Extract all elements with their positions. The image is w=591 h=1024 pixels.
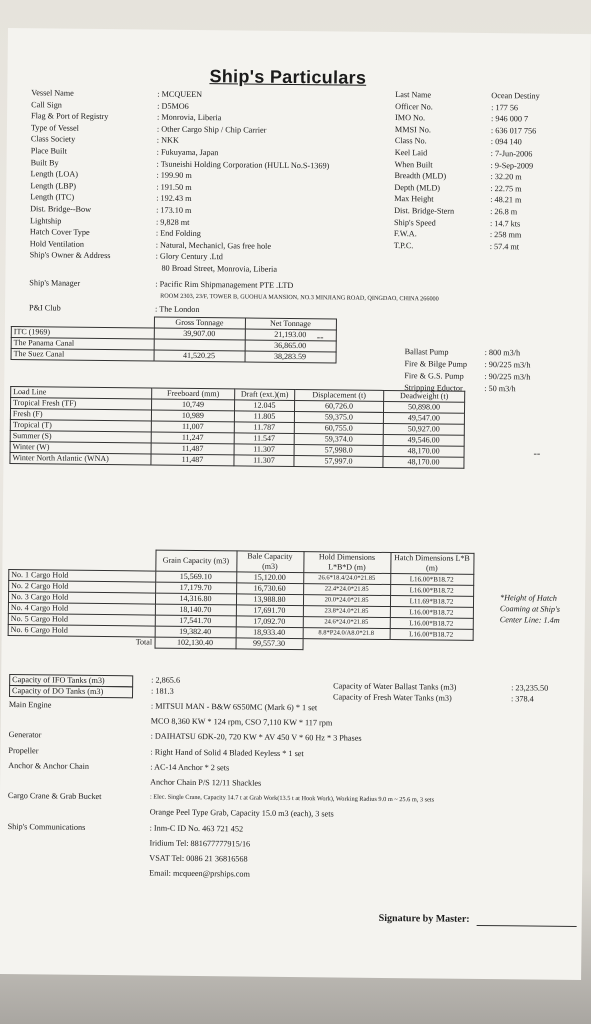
table-cell: 57,998.0 <box>294 445 383 457</box>
field-label: Ship's Speed <box>393 217 436 228</box>
field-label: Last Name <box>395 90 432 100</box>
hatch-note: Center Line: 1.4m <box>499 615 560 625</box>
field-value: : 7-Jun-2006 <box>490 149 533 159</box>
header-cell: Hatch Dimensions L*B (m) <box>390 553 473 575</box>
field-value: : NKK <box>156 135 179 146</box>
pump-value: : 50 m3/h <box>484 384 516 394</box>
table-cell: 11,007 <box>151 421 234 433</box>
machinery-value: Anchor Chain P/S 12/11 Shackles <box>150 777 262 788</box>
header-cell: Draft (ext.)(m) <box>235 389 295 401</box>
table-cell: 48,170.00 <box>383 456 464 468</box>
table-cell: 17,541.70 <box>155 615 236 627</box>
manager-name: : Pacific Rim Shipmanagement PTE .LTD <box>155 279 294 291</box>
table-cell: 23.8*24.0*21.85 <box>303 606 390 618</box>
hatch-note: Coaming at Ship's <box>499 604 560 614</box>
pump-value: : 90/225 m3/h <box>484 360 531 370</box>
table-cell: 18,140.70 <box>155 604 236 616</box>
field-value: : 9,828 mt <box>155 217 190 227</box>
header-cell: Displacement (t) <box>295 390 384 402</box>
field-label: Keel Laid <box>394 148 428 158</box>
tank-value: : 181.3 <box>151 686 174 696</box>
header-cell: Load Line <box>11 387 152 399</box>
empty-cell <box>390 640 473 652</box>
field-label: F.W.A. <box>393 229 417 239</box>
field-label: Breadth (MLD) <box>394 171 447 181</box>
header-cell: Freeboard (mm) <box>152 388 235 400</box>
loadline-table <box>9 386 465 469</box>
machinery-value: : Elec. Single Crane, Capacity 14.7 t at Grab Work(13.5 t at Hook Work), Working Radius 9.0 m ~ 25.6 m, 3 sets <box>149 793 435 804</box>
machinery-value: : AC-14 Anchor * 2 sets <box>150 762 230 773</box>
table-cell: 60,726.0 <box>294 401 383 413</box>
header-cell: Bale Capacity (m3) <box>236 551 303 573</box>
table-cell: 10,749 <box>152 399 235 411</box>
dash-mark: -- <box>533 448 541 460</box>
field-value: : 258 mm <box>489 230 522 240</box>
total-label: Total <box>135 637 153 647</box>
field-value: : 57.4 mt <box>489 241 520 252</box>
pi-club-value: : The London <box>155 304 200 315</box>
machinery-value: : Right Hand of Solid 4 Bladed Keyless * 1 set <box>150 747 304 758</box>
table-cell: 59,374.0 <box>294 434 383 446</box>
row-name: The Panama Canal <box>11 338 154 350</box>
table-cell: 11.547 <box>234 433 294 445</box>
holds-table <box>8 548 475 652</box>
table-cell: 57,997.0 <box>294 456 383 468</box>
header-cell: Deadweight (t) <box>384 390 465 402</box>
field-value: : Natural, Mechanicl, Gas free hole <box>155 240 272 251</box>
pump-label: Fire & G.S. Pump <box>404 371 464 381</box>
row-name: ITC (1969) <box>11 327 154 339</box>
field-value: : 177 56 <box>491 102 519 112</box>
field-label: Officer No. <box>395 101 433 112</box>
table-cell: 22.4*24.0*21.85 <box>303 584 390 596</box>
field-value: : 946 000 7 <box>491 114 529 124</box>
field-value: : Monrovia, Liberia <box>157 112 222 123</box>
manager-address: ROOM 2303, 23/F, TOWER B, GUOHUA MANSION, NO.3 MINJIANG ROAD, QINGDAO, CHINA 266000 <box>160 292 439 303</box>
field-value: : 14.7 kts <box>489 218 521 228</box>
field-value: : 48.21 m <box>490 195 522 205</box>
field-value: : Fukuyama, Japan <box>156 147 219 158</box>
table-cell: 11.787 <box>234 422 294 434</box>
pump-label: Ballast Pump <box>404 347 449 357</box>
machinery-value: : MITSUI MAN - B&W 6S50MC (Mark 6) * 1 set <box>150 701 318 713</box>
table-cell: 50,898.00 <box>383 401 464 413</box>
field-value: : 26.8 m <box>490 207 518 217</box>
tank-label: Capacity of IFO Tanks (m3) <box>9 674 133 687</box>
owner-address: 80 Broad Street, Monrovia, Liberia <box>161 263 278 274</box>
gross-tonnage: 39,907.00 <box>154 328 245 340</box>
machinery-value: MCO 8,360 KW * 124 rpm, CSO 7,110 KW * 117 rpm <box>150 716 333 728</box>
machinery-label: Generator <box>8 730 42 740</box>
field-value: : 199.90 m <box>156 170 192 181</box>
table-cell: 59,375.0 <box>294 412 383 424</box>
table-cell: 17,179.70 <box>155 582 236 594</box>
table-cell: 60,755.0 <box>294 423 383 435</box>
table-cell: L16.00*B18.72 <box>390 607 473 619</box>
table-cell: No. 2 Cargo Hold <box>9 581 156 594</box>
header-cell: Gross Tonnage <box>154 317 245 329</box>
table-cell: 8.8*P24.0/A8.0*21.8 <box>303 628 390 640</box>
tonnage-table <box>11 315 337 363</box>
row-name: The Suez Canal <box>11 349 154 361</box>
table-cell: 12.045 <box>235 400 295 412</box>
table-cell: No. 1 Cargo Hold <box>9 570 156 583</box>
field-value: : 32.20 m <box>490 172 522 182</box>
table-cell: L16.00*B18.72 <box>390 629 473 641</box>
machinery-value: VSAT Tel: 0086 21 36816568 <box>149 853 248 864</box>
field-value: : Other Cargo Ship / Chip Carrier <box>156 124 267 135</box>
tank-value: : 2,865.6 <box>151 675 181 685</box>
water-tank-value: : 378.4 <box>510 694 534 704</box>
table-cell: L11.69*B18.72 <box>390 596 473 608</box>
pump-value: : 800 m3/h <box>484 348 521 358</box>
machinery-label: Main Engine <box>8 700 52 710</box>
net-tonnage: 38,283.59 <box>245 351 336 363</box>
table-cell: 16,730.60 <box>236 583 303 595</box>
table-cell: 11.307 <box>234 444 294 456</box>
table-cell: Fresh (F) <box>10 409 151 421</box>
table-cell: Tropical (T) <box>10 420 151 432</box>
field-label: Type of Vessel <box>30 123 79 133</box>
pump-value: : 90/225 m3/h <box>484 372 531 382</box>
machinery-value: Orange Peel Type Grab, Capacity 15.0 m3 (each), 3 sets <box>149 807 334 819</box>
table-cell: 17,092.70 <box>236 616 303 628</box>
field-value: : 9-Sep-2009 <box>490 160 534 171</box>
field-label: Depth (MLD) <box>394 182 441 193</box>
field-label: Flag & Port of Registry <box>31 111 109 122</box>
field-label: Ship's Owner & Address <box>29 250 111 261</box>
field-value: : End Folding <box>155 228 201 239</box>
table-cell: Winter (W) <box>10 442 151 454</box>
field-label: Max Height <box>394 194 434 204</box>
field-label: Place Built <box>30 146 67 156</box>
empty-cell <box>303 639 390 651</box>
machinery-label: Anchor & Anchor Chain <box>8 760 90 771</box>
field-label: Dist. Bridge-Stern <box>394 206 455 216</box>
tank-label: Capacity of DO Tanks (m3) <box>9 685 133 698</box>
field-label: T.P.C. <box>393 240 414 251</box>
field-value: : 22.75 m <box>490 183 522 194</box>
water-tank-value: : 23,235.50 <box>511 683 549 693</box>
machinery-label: Propeller <box>8 745 39 755</box>
header-cell <box>9 549 156 572</box>
page-title: Ship's Particulars <box>209 66 367 88</box>
field-label: Lightship <box>29 215 62 226</box>
field-label: MMSI No. <box>394 124 431 135</box>
field-label: Length (LBP) <box>30 181 77 191</box>
table-cell: 11.307 <box>234 455 294 467</box>
header-cell: Hold Dimensions L*B*D (m) <box>303 552 390 574</box>
field-value: Ocean Destiny <box>491 91 540 101</box>
field-value: : MCQUEEN <box>157 89 203 100</box>
table-cell: 49,547.00 <box>383 412 464 424</box>
table-cell: No. 3 Cargo Hold <box>8 592 155 605</box>
table-cell: 11,487 <box>151 443 234 455</box>
manager-label: Ship's Manager <box>29 278 81 288</box>
table-cell: 10,989 <box>151 410 234 422</box>
table-cell: 20.0*24.0*21.85 <box>303 595 390 607</box>
field-label: Dist. Bridge--Bow <box>30 204 92 214</box>
field-value: : Tsuneishi Holding Corporation (HULL No.S-1369) <box>156 159 330 170</box>
field-label: When Built <box>394 159 433 170</box>
machinery-value: Iridium Tel: 881677777915/16 <box>149 838 251 849</box>
pump-label: Stripping Eductor <box>404 383 463 393</box>
table-cell: 50,927.00 <box>383 423 464 435</box>
field-value: : 173.10 m <box>156 205 192 215</box>
field-label: Call Sign <box>31 99 62 110</box>
field-label: Hold Ventilation <box>29 239 84 249</box>
table-cell: No. 6 Cargo Hold <box>8 625 155 638</box>
field-value: : 636 017 756 <box>490 125 537 136</box>
field-value: : 191.50 m <box>156 182 192 192</box>
table-cell: 48,170.00 <box>383 445 464 457</box>
table-cell: L16.00*B18.72 <box>390 618 473 630</box>
field-value: : D5MO6 <box>157 101 189 111</box>
header-cell: Grain Capacity (m3) <box>155 550 236 572</box>
signature-label: Signature by Master: <box>378 912 470 925</box>
field-label: Class Society <box>30 134 76 145</box>
machinery-value: : Inm-C ID No. 463 721 452 <box>149 823 244 834</box>
signature-line <box>477 925 577 927</box>
table-cell: 17,691.70 <box>236 605 303 617</box>
field-label: Class No. <box>394 136 427 146</box>
header-cell: Net Tonnage <box>245 318 336 330</box>
water-tank-label: Capacity of Fresh Water Tanks (m3) <box>332 692 452 703</box>
machinery-value: Email: mcqueen@prships.com <box>149 868 250 879</box>
field-value: : 094 140 <box>490 137 522 147</box>
table-cell: 18,933.40 <box>236 627 303 639</box>
table-cell: 15,569.10 <box>155 571 236 583</box>
field-value: : Glory Century .Ltd <box>155 251 223 262</box>
table-cell: No. 4 Cargo Hold <box>8 603 155 616</box>
machinery-value: : DAIHATSU 6DK-20, 720 KW * AV 450 V * 60 Hz * 3 Phases <box>150 731 362 744</box>
water-tank-label: Capacity of Water Ballast Tanks (m3) <box>333 681 457 692</box>
table-cell: L16.00*B18.72 <box>390 574 473 586</box>
table-cell: Summer (S) <box>10 431 151 443</box>
total-bale: 99,557.30 <box>236 638 303 650</box>
dash-mark: -- <box>316 332 324 344</box>
table-cell: 11,247 <box>151 432 234 444</box>
field-label: Vessel Name <box>31 88 74 98</box>
table-cell: L16.00*B18.72 <box>390 585 473 597</box>
net-tonnage: 21,193.00 <box>245 329 336 341</box>
machinery-label: Ship's Communications <box>7 821 86 832</box>
table-cell: No. 5 Cargo Hold <box>8 614 155 627</box>
hatch-note: *Height of Hatch <box>500 593 557 603</box>
table-cell: 15,120.00 <box>236 572 303 584</box>
table-cell: 14,316.80 <box>155 593 236 605</box>
field-label: Length (LOA) <box>30 169 79 179</box>
field-label: Built By <box>30 157 59 168</box>
table-cell: 26.6*18.4/24.0*21.85 <box>303 573 390 585</box>
field-label: Hatch Cover Type <box>29 227 90 238</box>
pi-club-label: P&I Club <box>29 303 61 313</box>
document-sheet <box>0 28 591 980</box>
table-cell: 24.6*24.0*21.85 <box>303 617 390 629</box>
total-grain: 102,130.40 <box>155 637 236 649</box>
table-cell: 13,988.80 <box>236 594 303 606</box>
field-label: Length (ITC) <box>30 192 75 203</box>
table-cell: 19,382.40 <box>155 626 236 638</box>
pump-label: Fire & Bilge Pump <box>404 359 468 369</box>
table-cell: 11,487 <box>151 454 234 466</box>
net-tonnage: 36,865.00 <box>245 340 336 352</box>
table-cell: Winter North Atlantic (WNA) <box>10 453 151 465</box>
table-cell: 11.805 <box>234 411 294 423</box>
field-label: IMO No. <box>395 113 426 123</box>
field-value: : 192.43 m <box>156 193 192 204</box>
machinery-label: Cargo Crane & Grab Bucket <box>7 791 102 802</box>
table-cell: Tropical Fresh (TF) <box>11 398 152 410</box>
table-cell: 49,546.00 <box>383 434 464 446</box>
gross-tonnage: 41,520.25 <box>154 350 245 362</box>
